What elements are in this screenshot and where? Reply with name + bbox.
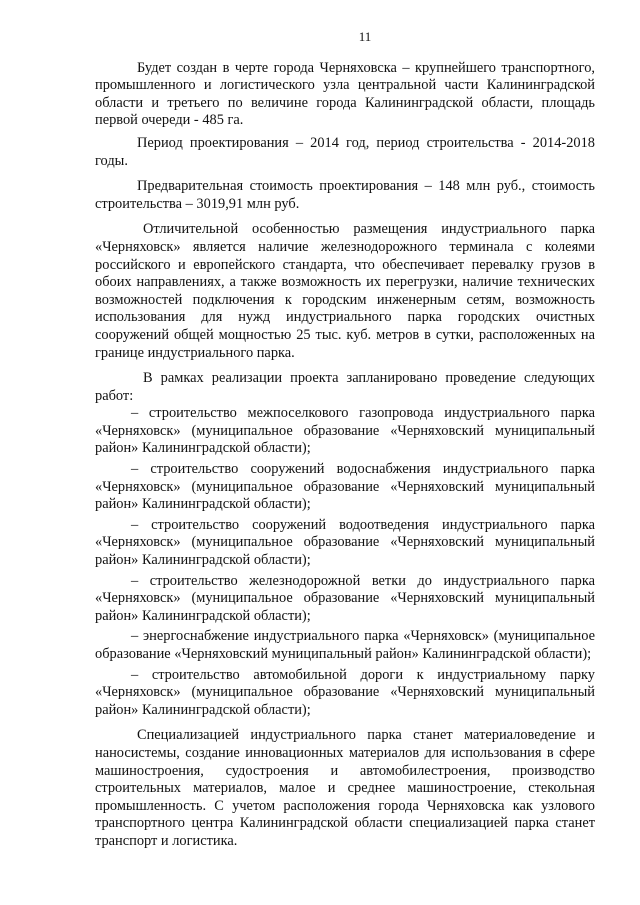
- paragraph-features: Отличительной особенностью размещения индустриального парка «Черняховск» является наличие железнодорожного терминала с колеями российского и европейского стандарта, что обеспечивает перевалку грузов в обоих направлениях, а также возможность их перегрузки, наличие технических возможностей подключения к городским инженерным сетям, возможность использования для нужд индустриального парка городских очистных сооружений общей мощностью 25 тыс. куб. метров в сутки, расположенных на границе индустриального парка.: [95, 221, 595, 361]
- paragraph-cost: Предварительная стоимость проектирования – 148 млн руб., стоимость строительства – 3019,91 млн руб.: [95, 178, 595, 212]
- paragraph-location: Будет создан в черте города Черняховска – крупнейшего транспортного, промышленного и логистического узла центральной части Калининградской области и третьего по величине города Калининградской области, площадь первой очереди - 485 га.: [95, 59, 595, 129]
- document-page: [95, 28, 595, 851]
- list-item: – энергоснабжение индустриального парка «Черняховск» (муниципальное образование «Черняховский муниципальный район» Калининградской области);: [95, 628, 595, 662]
- paragraph-specialization: Специализацией индустриального парка станет материаловедение и наносистемы, создание инновационных материалов для использования в сфере машиностроения, судостроения и автомобилестроения, производство строительных материалов, малое и среднее машиностроение, стекольная промышленность. С учетом расположения города Черняховска как узлового транспортного центра Калининградской области специализацией парка станет транспорт и логистика.: [95, 727, 595, 849]
- paragraph-period: Период проектирования – 2014 год, период строительства - 2014-2018 годы.: [95, 134, 595, 169]
- page-number: 11: [358, 29, 372, 44]
- list-item: – строительство сооружений водоснабжения индустриального парка «Черняховск» (муниципальное образование «Черняховский муниципальный район» Калининградской области);: [95, 461, 595, 513]
- paragraph-works-intro: В рамках реализации проекта запланировано проведение следующих работ:: [95, 370, 595, 404]
- list-item: – строительство межпоселкового газопровода индустриального парка «Черняховск» (муниципальное образование «Черняховский муниципальный район» Калининградской области);: [95, 405, 595, 457]
- works-list: [95, 405, 595, 719]
- list-item: – строительство автомобильной дороги к индустриальному парку «Черняховск» (муниципальное образование «Черняховский муниципальный район» Калининградской области);: [95, 666, 595, 718]
- list-item: – строительство железнодорожной ветки до индустриального парка «Черняховск» (муниципальное образование «Черняховский муниципальный район» Калининградской области);: [95, 572, 595, 624]
- list-item: – строительство сооружений водоотведения индустриального парка «Черняховск» (муниципальное образование «Черняховский муниципальный район» Калининградской области);: [95, 516, 595, 569]
